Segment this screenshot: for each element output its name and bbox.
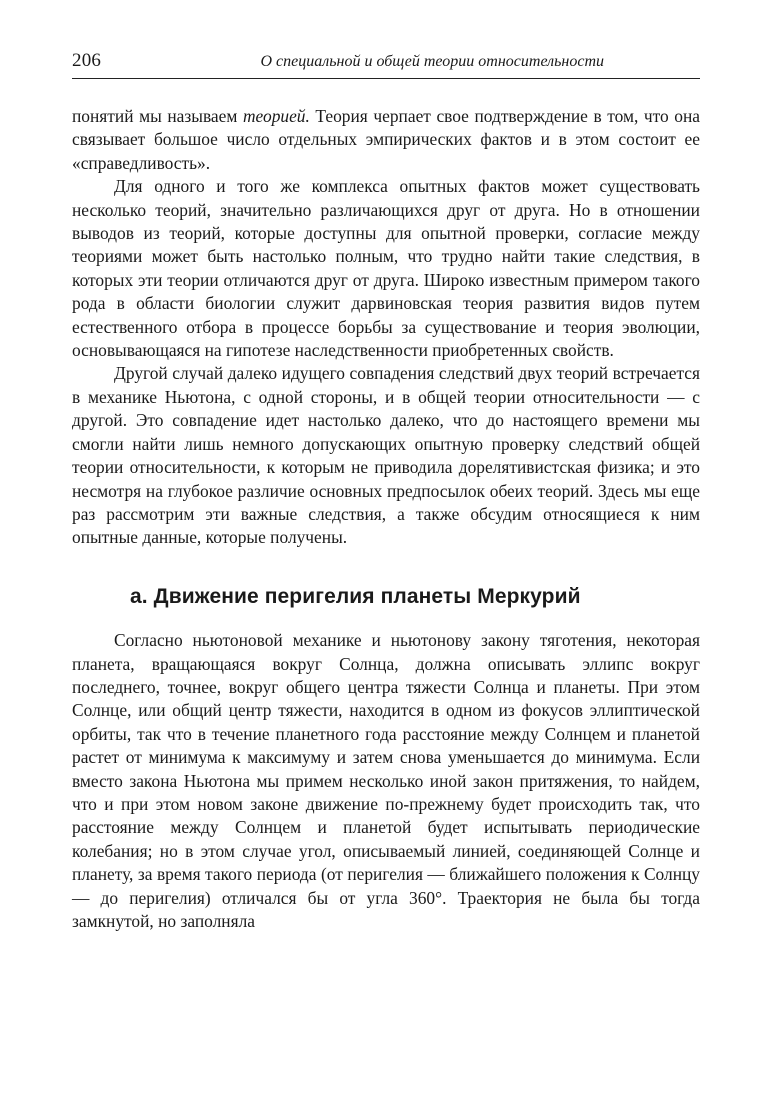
emphasized-term: теорией. bbox=[242, 106, 310, 126]
paragraph-1-start: понятий мы называем bbox=[72, 106, 243, 126]
book-page bbox=[72, 50, 700, 933]
page-header bbox=[72, 50, 700, 79]
running-title: О специальной и общей теории относительности bbox=[260, 53, 604, 70]
paragraph-1 bbox=[72, 105, 700, 175]
paragraph-4: Согласно ньютоновой механике и ньютонову закону тяготения, некоторая планета, вращающаяся вокруг Солнца, должна описывать эллипс вокруг последнего, точнее, вокруг общего центра тяжести Солнца и планеты. При этом Солнце, или общий центр тяжести, находится в одном из фокусов эллиптической орбиты, так что в течение планетного года расстояние между Солнцем и планетой растет от минимума к максимуму и затем снова уменьшается до минимума. Если вместо закона Ньютона мы примем несколько иной закон притяжения, то найдем, что и при этом новом законе движение по-прежнему будет происходить так, что расстояние между Солнцем и планетой будет испытывать периодические колебания; но в этом случае угол, описываемый линией, соединяющей Солнце и планету, за время такого периода (от перигелия — ближайшего положения к Солнцу — до перигелия) отличался бы от угла 360°. Траектория не была бы тогда замкнутой, но заполняла bbox=[72, 630, 700, 931]
paragraph-3: Другой случай далеко идущего совпадения следствий двух теорий встречается в механике Ньютона, с одной стороны, и в общей теории относительности — с другой. Это совпадение идет настолько далеко, что до настоящего времени мы смогли найти лишь немного допускающих опытную проверку следствий общей теории относительности, к которым не приводила дорелятивистская физика; и это несмотря на глубокое различие основных предпосылок обеих теорий. Здесь мы еще раз рассмотрим эти важные следствия, а также обсудим относящиеся к ним опытные данные, которые получены. bbox=[72, 363, 700, 548]
body-text bbox=[72, 105, 700, 933]
section-heading: а. Движение перигелия планеты Меркурий bbox=[130, 584, 581, 608]
paragraph-2: Для одного и того же комплекса опытных фактов может существовать несколько теорий, значительно различающихся друг от друга. Но в отношении выводов из теорий, которые доступны для опытной проверки, согласие между теориями может быть настолько полным, что трудно найти такие следствия, в которых эти теории отличаются друг от друга. Широко известным примером такого рода в области биологии служит дарвиновская теория развития видов путем естественного отбора в процессе борьбы за существование и теория эволюции, основывающаяся на гипотезе наследственности приобретенных свойств. bbox=[72, 176, 700, 361]
paragraph-1-end: Теория черпает свое подтверждение в том, что она связывает большое число отдельных эмпирических фактов и в этом состоит ее «справедливость». bbox=[72, 106, 700, 173]
page-number: 206 bbox=[72, 50, 102, 71]
